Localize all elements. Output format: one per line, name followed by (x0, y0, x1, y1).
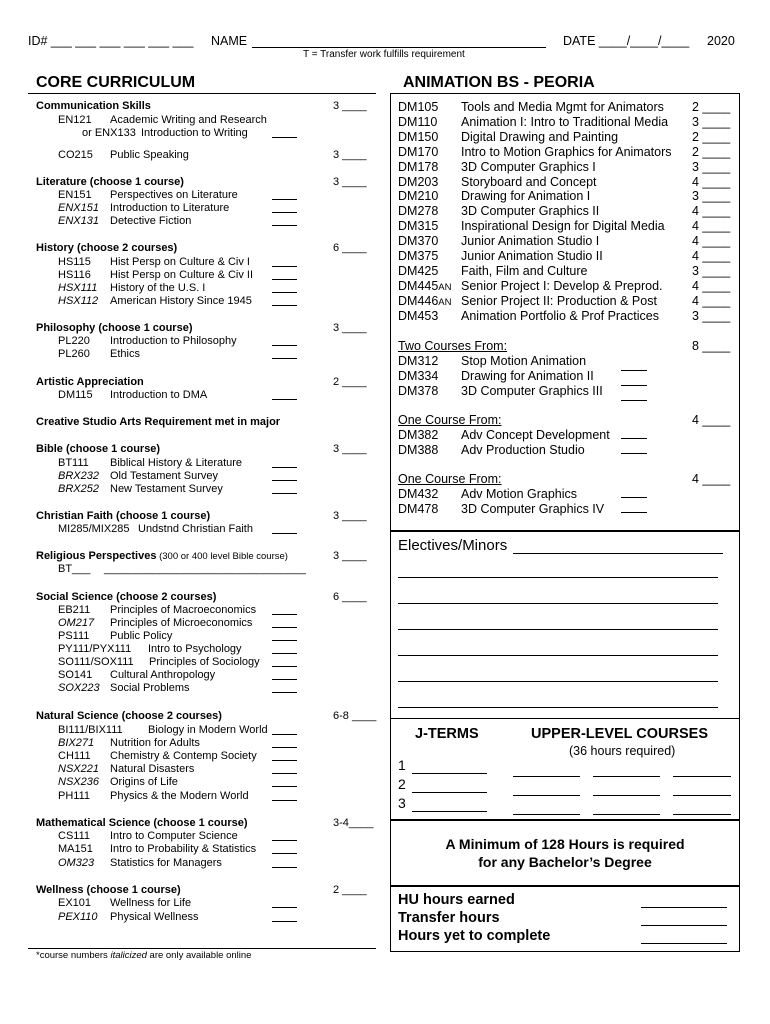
course-check-blank[interactable] (272, 614, 297, 615)
jterm-number: 3 (398, 795, 406, 811)
group-hours[interactable]: 4 ____ (692, 472, 731, 486)
animation-course-hours[interactable]: 2 ____ (692, 129, 731, 144)
group-hours[interactable]: 8 ____ (692, 339, 731, 353)
core-bottom-rule (28, 948, 376, 949)
totals-label: HU hours earned (398, 892, 515, 908)
animation-course-code: DM445AN (398, 278, 452, 293)
group-course-blank[interactable] (621, 438, 647, 439)
animation-course-title: Tools and Media Mgmt for Animators (461, 100, 664, 114)
animation-course-hours[interactable]: 2 ____ (692, 100, 731, 114)
course-title: Chemistry & Contemp Society (110, 750, 257, 762)
course-check-blank[interactable] (272, 867, 297, 868)
upper-level-line[interactable] (593, 814, 660, 815)
animation-course-hours[interactable]: 4 ____ (692, 204, 731, 219)
name-field[interactable] (252, 47, 546, 48)
hours-blank[interactable]: 2 ____ (333, 376, 367, 388)
course-check-blank[interactable] (272, 853, 297, 854)
animation-course-title: Senior Project I: Develop & Preprod. (461, 278, 663, 293)
course-title: History of the U.S. I (110, 282, 206, 294)
group-label: One Course From: (398, 413, 502, 427)
course-title: Principles of Macroeconomics (110, 604, 257, 616)
course-title: Natural Disasters (110, 763, 195, 775)
course-check-blank[interactable] (272, 345, 297, 346)
upper-level-line[interactable] (673, 795, 731, 796)
animation-title: ANIMATION BS - PEORIA (403, 74, 595, 91)
course-code: BIX271 (58, 737, 95, 749)
id-field[interactable]: ID# ___ ___ ___ ___ ___ ___ (28, 34, 194, 48)
group-label: One Course From: (398, 472, 502, 486)
course-title: Detective Fiction (110, 215, 192, 227)
electives-label: Electives/Minors (398, 537, 508, 554)
animation-course-code: DM178 (398, 159, 439, 174)
course-code: PL220 (58, 335, 90, 347)
animation-course-hours[interactable]: 2 ____ (692, 144, 731, 159)
totals-line[interactable] (641, 925, 727, 926)
course-code: MA151 (58, 843, 93, 855)
animation-course-hours[interactable]: 3 ____ (692, 189, 731, 204)
upper-level-line[interactable] (513, 776, 580, 777)
group-course-title: Adv Concept Development (461, 428, 610, 442)
animation-course-code: DM453 (398, 308, 439, 323)
course-code: CO215 (58, 149, 93, 161)
course-check-blank[interactable] (272, 212, 297, 213)
group-course-code: DM334 (398, 369, 439, 383)
section-heading: History (choose 2 courses) (36, 242, 178, 254)
course-code: HSX111 (58, 282, 98, 294)
course-check-blank[interactable] (272, 734, 297, 735)
group-course-title: Adv Production Studio (461, 443, 585, 457)
totals-line[interactable] (641, 943, 727, 944)
course-code: ENX131 (58, 215, 99, 227)
electives-line[interactable] (513, 553, 723, 554)
hours-blank[interactable]: 3 ____ (333, 510, 367, 522)
hours-blank[interactable]: 6 ____ (333, 591, 367, 603)
course-code: SOX223 (58, 682, 100, 694)
course-code: PL260 (58, 348, 90, 360)
course-check-blank[interactable] (272, 137, 297, 138)
group-course-blank[interactable] (621, 370, 647, 371)
hours-blank[interactable]: 3 ____ (333, 322, 367, 334)
group-course-code: DM378 (398, 384, 439, 398)
elective-line[interactable] (398, 655, 718, 656)
course-code: ENX151 (58, 202, 99, 214)
hours-blank[interactable]: 6-8 ____ (333, 710, 377, 722)
upper-subtitle: (36 hours required) (569, 744, 676, 758)
course-code: EB211 (58, 604, 91, 616)
group-course-code: DM388 (398, 443, 439, 457)
course-title: Intro to Computer Science (110, 830, 238, 842)
course-check-blank[interactable] (272, 279, 297, 280)
animation-course-title: Intro to Motion Graphics for Animators (461, 144, 672, 159)
course-code: NSX236 (58, 776, 99, 788)
course-title: Introduction to Literature (110, 202, 230, 214)
animation-course-code: DM425 (398, 263, 439, 278)
hours-blank[interactable]: 6 ____ (333, 242, 367, 254)
course-code: PH111 (58, 790, 91, 802)
elective-line[interactable] (398, 603, 718, 604)
date-field[interactable]: DATE ____/____/____ (563, 34, 690, 48)
animation-course-hours[interactable]: 4 ____ (692, 174, 731, 189)
animation-course-code: DM105 (398, 100, 439, 114)
course-check-blank[interactable] (272, 666, 297, 667)
animation-course-title: Faith, Film and Culture (461, 263, 588, 278)
course-title: Social Problems (110, 682, 190, 694)
course-title: American History Since 1945 (110, 295, 252, 307)
course-title: Principles of Microeconomics (110, 617, 253, 629)
course-check-blank[interactable] (272, 493, 297, 494)
course-code: OM217 (58, 617, 95, 629)
minimum-line1: A Minimum of 128 Hours is required (445, 836, 685, 852)
animation-course-hours[interactable]: 3 ____ (692, 263, 731, 278)
course-code: EX101 (58, 897, 92, 909)
course-title: Intro to Probability & Statistics (110, 843, 257, 855)
section-heading: Artistic Appreciation (36, 376, 144, 388)
animation-course-title: Senior Project II: Production & Post (461, 293, 657, 308)
course-title: Physical Wellness (110, 911, 199, 923)
course-check-blank[interactable] (272, 640, 297, 641)
upper-level-line[interactable] (593, 776, 660, 777)
section-heading: Religious Perspectives (300 or 400 level Bible course) (36, 550, 288, 562)
course-blank[interactable]: _________________________________ (104, 563, 306, 575)
course-code: EN151 (58, 189, 92, 201)
hours-blank[interactable]: 2 ____ (333, 884, 367, 896)
elective-line[interactable] (398, 681, 718, 682)
group-label: Two Courses From: (398, 339, 508, 353)
course-check-blank[interactable] (272, 747, 297, 748)
course-code: CS111 (58, 830, 91, 842)
upper-level-line[interactable] (673, 776, 731, 777)
animation-course-title: 3D Computer Graphics II (461, 204, 600, 219)
upper-level-line[interactable] (673, 814, 731, 815)
name-label: NAME (211, 34, 248, 48)
section-heading: Philosophy (choose 1 course) (36, 322, 193, 334)
course-title: Wellness for Life (110, 897, 192, 909)
jterm-line[interactable] (412, 811, 487, 812)
elective-line[interactable] (398, 707, 718, 708)
animation-course-title: Drawing for Animation I (461, 189, 591, 204)
course-code: EN121 (58, 114, 92, 126)
jterm-number: 2 (398, 776, 406, 792)
upper-level-line[interactable] (593, 795, 660, 796)
animation-course-title: Junior Animation Studio I (461, 234, 600, 249)
totals-label: Transfer hours (398, 910, 500, 926)
course-check-blank[interactable] (272, 907, 297, 908)
course-title: Introduction to Writing (141, 127, 248, 139)
course-code: PY111/PYX111 (58, 643, 132, 655)
upper-title: UPPER-LEVEL COURSES (531, 726, 708, 742)
course-code: HS116 (58, 269, 91, 281)
course-code: SO111/SOX111 (58, 656, 134, 668)
animation-course-hours[interactable]: 4 ____ (692, 234, 731, 249)
course-code: SO141 (58, 669, 93, 681)
group-course-title: 3D Computer Graphics IV (461, 502, 605, 516)
totals-line[interactable] (641, 907, 727, 908)
jterm-line[interactable] (412, 773, 487, 774)
totals-label: Hours yet to complete (398, 928, 551, 944)
group-course-blank[interactable] (621, 385, 647, 386)
group-course-blank[interactable] (621, 453, 647, 454)
course-check-blank[interactable] (272, 467, 297, 468)
course-code: BRX232 (58, 470, 99, 482)
course-check-blank[interactable] (272, 773, 297, 774)
core-title: CORE CURRICULUM (36, 74, 196, 91)
animation-course-code: DM210 (398, 189, 439, 204)
course-code: BT___ (58, 563, 91, 575)
jterm-line[interactable] (412, 792, 487, 793)
course-code: BT111 (58, 457, 89, 469)
animation-course-code: DM278 (398, 204, 439, 219)
course-title: Undstnd Christian Faith (138, 523, 253, 535)
animation-course-hours[interactable]: 4 ____ (692, 219, 731, 234)
course-title: Ethics (110, 348, 140, 360)
minimum-box (390, 820, 740, 886)
section-heading: Bible (choose 1 course) (36, 443, 161, 455)
animation-course-title: Junior Animation Studio II (461, 249, 603, 263)
course-code: BRX252 (58, 483, 99, 495)
core-rule (28, 93, 376, 94)
course-code: CH111 (58, 750, 91, 762)
course-check-blank[interactable] (272, 692, 297, 693)
course-check-blank[interactable] (272, 533, 297, 534)
upper-level-line[interactable] (513, 795, 580, 796)
group-course-title: 3D Computer Graphics III (461, 384, 603, 398)
course-code: MI285/MIX285 (58, 523, 130, 535)
course-check-blank[interactable] (272, 225, 297, 226)
course-title: Nutrition for Adults (110, 737, 200, 749)
course-code: BI111/BIX111 (58, 724, 123, 736)
course-check-blank[interactable] (272, 358, 297, 359)
year: 2020 (707, 34, 735, 48)
course-code: PEX110 (58, 911, 98, 923)
course-check-blank[interactable] (272, 292, 297, 293)
course-check-blank[interactable] (272, 199, 297, 200)
course-code: OM323 (58, 857, 95, 869)
course-title: Academic Writing and Research (110, 114, 267, 126)
course-check-blank[interactable] (272, 840, 297, 841)
group-course-title: Adv Motion Graphics (461, 487, 578, 501)
animation-course-code: DM315 (398, 219, 439, 234)
course-check-blank[interactable] (272, 800, 297, 801)
group-hours[interactable]: 4 ____ (692, 413, 731, 427)
course-check-blank[interactable] (272, 679, 297, 680)
group-course-blank[interactable] (621, 512, 647, 513)
course-title: Biology in Modern World (148, 724, 268, 736)
course-title: Introduction to Philosophy (110, 335, 237, 347)
section-heading: Social Science (choose 2 courses) (36, 591, 217, 603)
course-check-blank[interactable] (272, 653, 297, 654)
section-heading: Literature (choose 1 course) (36, 176, 184, 188)
hours-blank[interactable]: 3 ____ (333, 149, 367, 161)
group-course-title: Drawing for Animation II (461, 369, 594, 383)
group-course-blank[interactable] (621, 400, 647, 401)
animation-course-title: Storyboard and Concept (461, 174, 597, 189)
minimum-line2: for any Bachelor’s Degree (478, 854, 652, 870)
section-heading: Creative Studio Arts Requirement met in major (36, 416, 281, 428)
course-title: Principles of Sociology (149, 656, 260, 668)
animation-course-hours[interactable]: 4 ____ (692, 293, 731, 308)
elective-line[interactable] (398, 577, 718, 578)
course-code: DM115 (58, 389, 93, 401)
group-course-code: DM382 (398, 428, 439, 442)
course-check-blank[interactable] (272, 480, 297, 481)
course-code: NSX221 (58, 763, 99, 775)
animation-course-hours[interactable]: 4 ____ (692, 278, 731, 293)
group-course-title: Stop Motion Animation (461, 354, 587, 368)
course-title: Physics & the Modern World (110, 790, 249, 802)
course-code: HSX112 (58, 295, 99, 307)
animation-course-title: Animation I: Intro to Traditional Media (461, 114, 669, 129)
upper-level-line[interactable] (513, 814, 580, 815)
elective-line[interactable] (398, 629, 718, 630)
animation-course-hours[interactable]: 3 ____ (692, 308, 731, 323)
course-title: Intro to Psychology (148, 643, 242, 655)
course-title: Public Policy (110, 630, 173, 642)
group-course-code: DM312 (398, 354, 439, 368)
jterms-title: J-TERMS (415, 726, 479, 742)
course-check-blank[interactable] (272, 760, 297, 761)
section-heading: Natural Science (choose 2 courses) (36, 710, 222, 722)
animation-course-title: Digital Drawing and Painting (461, 129, 619, 144)
animation-course-code: DM110 (398, 114, 438, 129)
hours-blank[interactable]: 3 ____ (333, 176, 367, 188)
jterm-number: 1 (398, 757, 406, 773)
transfer-note: T = Transfer work fulfills requirement (303, 49, 465, 60)
course-code: HS115 (58, 256, 91, 268)
hours-blank[interactable]: 3 ____ (333, 443, 367, 455)
course-title: Hist Persp on Culture & Civ I (110, 256, 250, 268)
course-check-blank[interactable] (272, 266, 297, 267)
course-title: Old Testament Survey (110, 470, 219, 482)
animation-course-code: DM446AN (398, 293, 452, 308)
course-code: PS111 (58, 630, 90, 642)
course-title: Biblical History & Literature (110, 457, 243, 469)
animation-course-code: DM150 (398, 129, 439, 144)
animation-course-code: DM375 (398, 249, 439, 263)
electives-box (390, 531, 740, 719)
course-title: Statistics for Managers (110, 857, 222, 869)
course-check-blank[interactable] (272, 627, 297, 628)
section-heading: Mathematical Science (choose 1 course) (36, 817, 248, 829)
animation-course-code: DM203 (398, 174, 439, 189)
animation-course-title: 3D Computer Graphics I (461, 159, 596, 174)
course-title: New Testament Survey (110, 483, 223, 495)
animation-course-title: Animation Portfolio & Prof Practices (461, 308, 659, 323)
group-course-code: DM432 (398, 487, 439, 501)
animation-course-hours[interactable]: 4 ____ (692, 249, 731, 263)
section-heading: Communication Skills (36, 100, 151, 112)
hours-blank[interactable]: 3-4____ (333, 817, 374, 829)
course-code: or ENX133 (82, 127, 136, 139)
group-course-blank[interactable] (621, 497, 647, 498)
course-check-blank[interactable] (272, 786, 297, 787)
course-title: Cultural Anthropology (110, 669, 216, 681)
hours-blank[interactable]: 3 ____ (333, 550, 367, 562)
animation-course-title: Inspirational Design for Digital Media (461, 219, 665, 234)
animation-course-hours[interactable]: 3 ____ (692, 114, 731, 129)
course-title: Introduction to DMA (110, 389, 208, 401)
course-check-blank[interactable] (272, 399, 297, 400)
animation-course-code: DM170 (398, 144, 439, 159)
section-heading: Christian Faith (choose 1 course) (36, 510, 211, 522)
animation-course-code: DM370 (398, 234, 439, 249)
course-check-blank[interactable] (272, 921, 297, 922)
hours-blank[interactable]: 3 ____ (333, 100, 367, 112)
footnote: *course numbers italicized are only available online (36, 950, 252, 961)
section-heading: Wellness (choose 1 course) (36, 884, 181, 896)
course-title: Hist Persp on Culture & Civ II (110, 269, 254, 281)
course-title: Origins of Life (110, 776, 178, 788)
course-check-blank[interactable] (272, 305, 297, 306)
group-course-code: DM478 (398, 502, 439, 516)
animation-course-hours[interactable]: 3 ____ (692, 159, 731, 174)
course-title: Public Speaking (110, 149, 189, 161)
course-title: Perspectives on Literature (110, 189, 238, 201)
